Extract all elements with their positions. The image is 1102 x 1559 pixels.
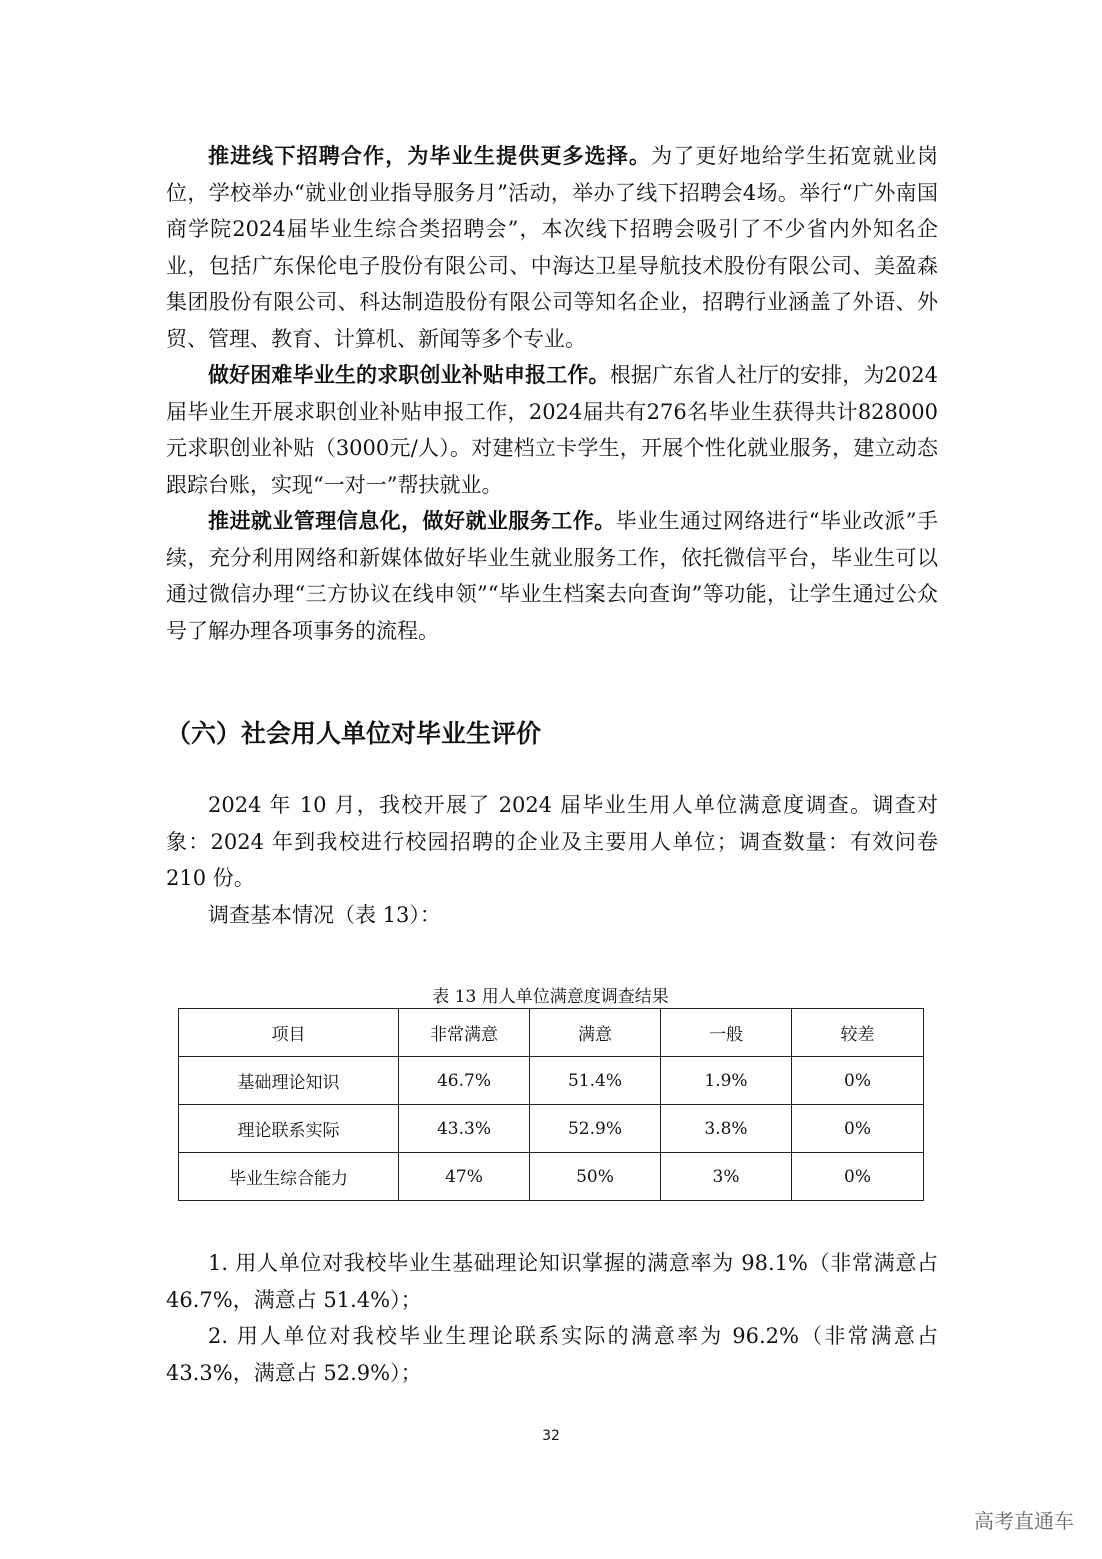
survey-basic: 调查基本情况（表 13）：	[208, 902, 441, 927]
cell-value: 3.8%	[661, 1105, 792, 1153]
header-average: 一般	[661, 1009, 792, 1057]
satisfaction-table	[178, 1008, 924, 1201]
row-label: 毕业生综合能力	[179, 1153, 399, 1201]
cell-value: 46.7%	[399, 1057, 530, 1105]
cell-value: 1.9%	[661, 1057, 792, 1105]
paragraph-lead: 推进就业管理信息化，做好就业服务工作。	[208, 508, 616, 533]
table-row	[179, 1153, 924, 1201]
paragraph-body: 毕业生通过网络进行“毕业改派”手续，充分利用网络和新媒体做好毕业生就业服务工作，依托微信平台，毕业生可以通过微信办理“三方协议在线申领”“毕业生档案去向查询”等功能，让学生通过公众号了解办理各项事务的流程。	[166, 509, 938, 643]
cell-value: 3%	[661, 1153, 792, 1201]
survey-intro: 2024 年 10 月，我校开展了 2024 届毕业生用人单位满意度调查。调查对象：2024 年到我校进行校园招聘的企业及主要用人单位；调查数量：有效问卷 210 份。	[166, 793, 938, 890]
row-label: 理论联系实际	[179, 1105, 399, 1153]
paragraph-informatization	[166, 503, 938, 649]
cell-value: 47%	[399, 1153, 530, 1201]
table-row	[179, 1057, 924, 1105]
cell-value: 51.4%	[530, 1057, 661, 1105]
cell-value: 52.9%	[530, 1105, 661, 1153]
paragraph-body: 为了更好地给学生拓宽就业岗位，学校举办“就业创业指导服务月”活动，举办了线下招聘会4场。举行“广外南国商学院2024届毕业生综合类招聘会”，本次线下招聘会吸引了不少省内外知名企业，包括广东保伦电子股份有限公司、中海达卫星导航技术股份有限公司、美盈森集团股份有限公司、科达制造股份有限公司等知名企业，招聘行业涵盖了外语、外贸、管理、教育、计算机、新闻等多个专业。	[166, 144, 938, 351]
cell-value: 43.3%	[399, 1105, 530, 1153]
cell-value: 0%	[792, 1153, 924, 1201]
header-very-satisfied: 非常满意	[399, 1009, 530, 1057]
paragraph-body: 根据广东省人社厅的安排，为2024届毕业生开展求职创业补贴申报工作，2024届共有276名毕业生获得共计828000元求职创业补贴（3000元/人）。对建档立卡学生，开展个性化就业服务，建立动态跟踪台账，实现“一对一”帮扶就业。	[166, 363, 938, 497]
paragraph-lead: 做好困难毕业生的求职创业补贴申报工作。	[208, 362, 610, 387]
paragraph-lead: 推进线下招聘合作，为毕业生提供更多选择。	[208, 143, 652, 168]
survey-intro-block	[166, 787, 938, 933]
cell-value: 50%	[530, 1153, 661, 1201]
cell-value: 0%	[792, 1057, 924, 1105]
row-label: 基础理论知识	[179, 1057, 399, 1105]
page-number: 32	[542, 1428, 560, 1444]
finding-2: 2. 用人单位对我校毕业生理论联系实际的满意率为 96.2%（非常满意占 43.3%，满意占 52.9%）；	[166, 1324, 938, 1385]
findings-block	[166, 1245, 938, 1391]
finding-1: 1. 用人单位对我校毕业生基础理论知识掌握的满意率为 98.1%（非常满意占 46.7%，满意占 51.4%）；	[166, 1251, 938, 1312]
top-paragraphs	[166, 138, 938, 649]
header-item: 项目	[179, 1009, 399, 1057]
table-row	[179, 1105, 924, 1153]
header-poor: 较差	[792, 1009, 924, 1057]
section-heading: （六）社会用人单位对毕业生评价	[166, 719, 542, 748]
cell-value: 0%	[792, 1105, 924, 1153]
table-header-row	[179, 1009, 924, 1057]
watermark: 高考直通车	[974, 1509, 1074, 1533]
table-caption: 表 13 用人单位满意度调查结果	[432, 987, 669, 1007]
paragraph-subsidy	[166, 357, 938, 503]
header-satisfied: 满意	[530, 1009, 661, 1057]
paragraph-offline-recruitment	[166, 138, 938, 357]
